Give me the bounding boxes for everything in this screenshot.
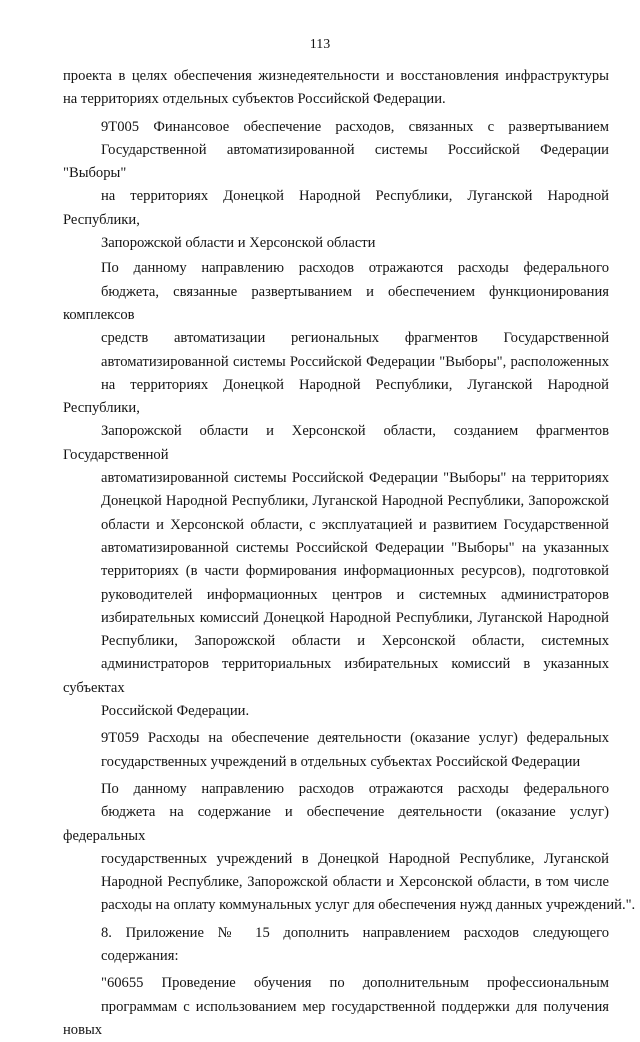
text-line: автоматизированной системы Российской Федерации "Выборы" на указанных bbox=[101, 539, 609, 556]
text-line: По данному направлению расходов отражаются расходы федерального bbox=[101, 780, 609, 797]
text-line: Республики, Запорожской области и Херсонской области, системных bbox=[101, 633, 609, 650]
text-line: на территориях отдельных субъектов Российской Федерации. bbox=[63, 91, 446, 108]
text-line: государственных учреждений в Донецкой Народной Республике, Луганской bbox=[101, 850, 609, 867]
text-line: территориях (в части формирования информационных ресурсов), подготовкой bbox=[101, 563, 609, 580]
text-line: программам с использованием мер государственной поддержки для получения новых bbox=[63, 998, 609, 1038]
text-line: бюджета, связанные развертыванием и обеспечением функционирования комплексов bbox=[63, 283, 609, 323]
text-line: 9Т005 Финансовое обеспечение расходов, связанных с развертыванием bbox=[101, 118, 609, 135]
text-line: Государственной автоматизированной системы Российской Федерации "Выборы" bbox=[63, 141, 609, 182]
text-line: Донецкой Народной Республики, Луганской Народной Республики, Запорожской bbox=[101, 493, 609, 510]
text-line: избирательных комиссий Донецкой Народной Республики, Луганской Народной bbox=[101, 609, 609, 626]
text-line: Российской Федерации. bbox=[101, 703, 250, 720]
text-line: области и Херсонской области, с эксплуатацией и развитием Государственной bbox=[101, 516, 609, 533]
paragraph-9t059-heading bbox=[63, 727, 609, 774]
paragraph-intro-tail bbox=[63, 65, 609, 112]
text-line: Запорожской области и Херсонской области, созданием фрагментов Государственной bbox=[63, 423, 609, 463]
text-line: государственных учреждений в отдельных субъектах Российской Федерации bbox=[101, 753, 581, 770]
paragraph-item-8 bbox=[63, 922, 609, 969]
text-line: Запорожской области и Херсонской области bbox=[101, 235, 376, 252]
text-line: администраторов территориальных избирательных комиссий в указанных субъектах bbox=[63, 656, 609, 696]
text-line: 8. Приложение № 15 дополнить направлением расходов следующего bbox=[101, 924, 609, 941]
text-line: 9Т059 Расходы на обеспечение деятельности (оказание услуг) федеральных bbox=[101, 730, 609, 747]
text-line: средств автоматизации региональных фрагментов Государственной bbox=[101, 330, 609, 347]
text-line: автоматизированной системы Российской Федерации "Выборы" на территориях bbox=[101, 470, 609, 487]
paragraph-9t059-body bbox=[63, 778, 636, 918]
text-line: расходы на оплату коммунальных услуг для обеспечения нужд данных учреждений.". bbox=[101, 897, 636, 914]
text-line: содержания: bbox=[101, 947, 179, 964]
text-line: проекта в целях обеспечения жизнедеятельности и восстановления инфраструктуры bbox=[63, 68, 609, 84]
text-line: Народной Республике, Запорожской области и Херсонской области, в том числе bbox=[101, 874, 609, 891]
page-number: 113 bbox=[309, 37, 331, 52]
paragraph-60655 bbox=[63, 972, 609, 1042]
text-line: на территориях Донецкой Народной Республики, Луганской Народной Республики, bbox=[63, 188, 609, 228]
text-line: руководителей информационных центров и системных администраторов bbox=[101, 586, 609, 603]
text-line: автоматизированной системы Российской Федерации "Выборы", расположенных bbox=[101, 353, 609, 370]
paragraph-9t005-heading bbox=[63, 116, 609, 256]
text-line: на территориях Донецкой Народной Республики, Луганской Народной Республики, bbox=[63, 376, 609, 417]
document-body bbox=[63, 65, 636, 1042]
text-line: "60655 Проведение обучения по дополнительным профессиональным bbox=[101, 975, 609, 992]
paragraph-9t005-body bbox=[63, 257, 609, 723]
text-line: По данному направлению расходов отражаются расходы федерального bbox=[101, 260, 609, 277]
text-line: бюджета на содержание и обеспечение деятельности (оказание услуг) федеральных bbox=[63, 804, 609, 844]
